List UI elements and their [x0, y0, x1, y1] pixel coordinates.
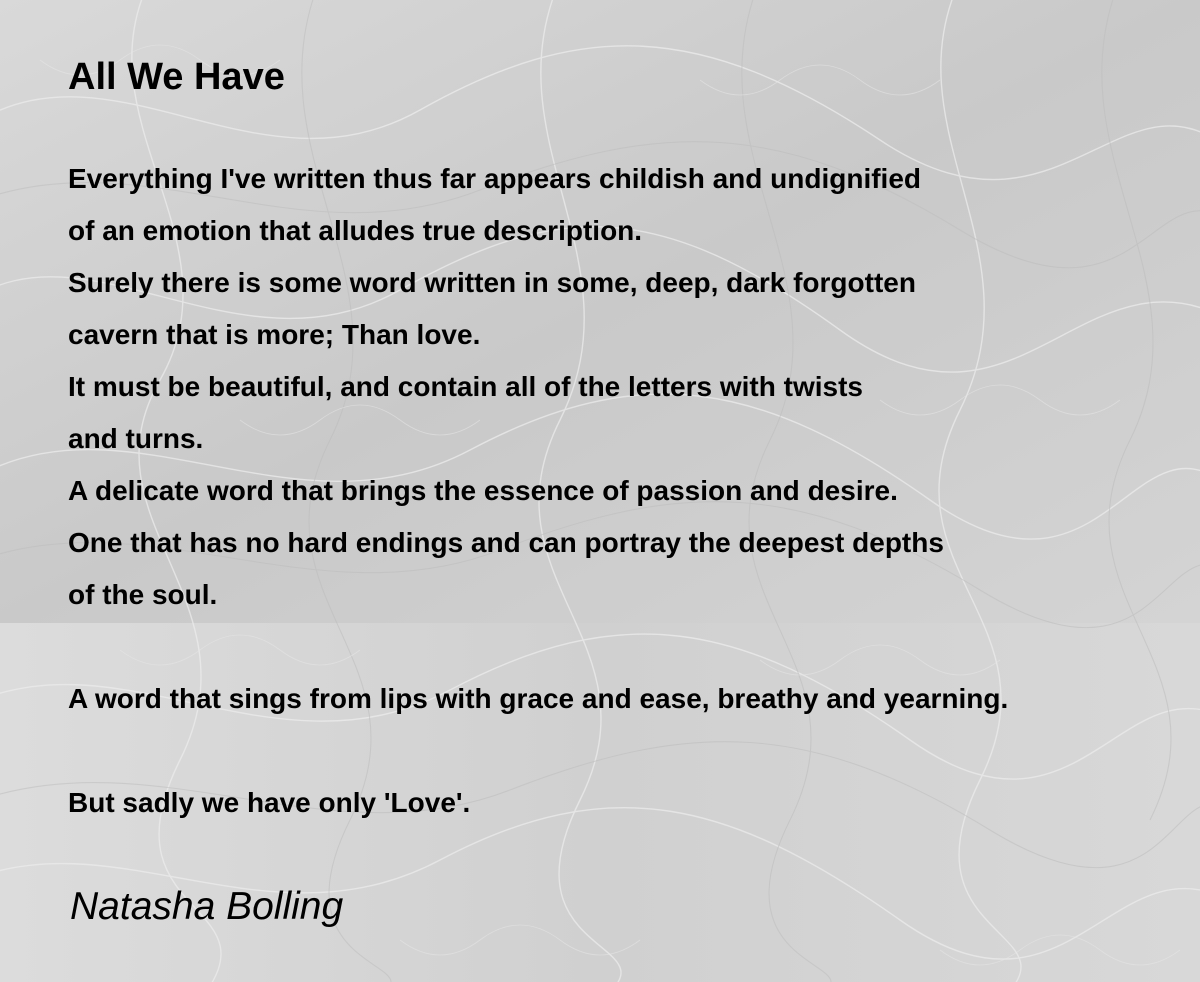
poem-line: Everything I've written thus far appears childish and undignified	[68, 163, 922, 194]
poem-body	[68, 153, 1008, 829]
poem-title: All We Have	[68, 56, 285, 98]
poem-line: One that has no hard endings and can portray the deepest depths	[68, 527, 944, 558]
poem-line: of an emotion that alludes true description.	[68, 215, 643, 246]
poem-line: and turns.	[68, 423, 204, 454]
poem-line: of the soul.	[68, 579, 218, 610]
poem-line: It must be beautiful, and contain all of the letters with twists	[68, 371, 863, 402]
poem-author: Natasha Bolling	[70, 885, 344, 928]
poem-line: A delicate word that brings the essence of passion and desire.	[68, 475, 898, 506]
poem-line: A word that sings from lips with grace and ease, breathy and yearning.	[68, 683, 1009, 714]
stanza-break	[68, 725, 1008, 777]
stanza-break	[68, 621, 1008, 673]
poem-line: Surely there is some word written in some, deep, dark forgotten	[68, 267, 916, 298]
poem-line: But sadly we have only 'Love'.	[68, 787, 471, 818]
poem-line: cavern that is more; Than love.	[68, 319, 481, 350]
